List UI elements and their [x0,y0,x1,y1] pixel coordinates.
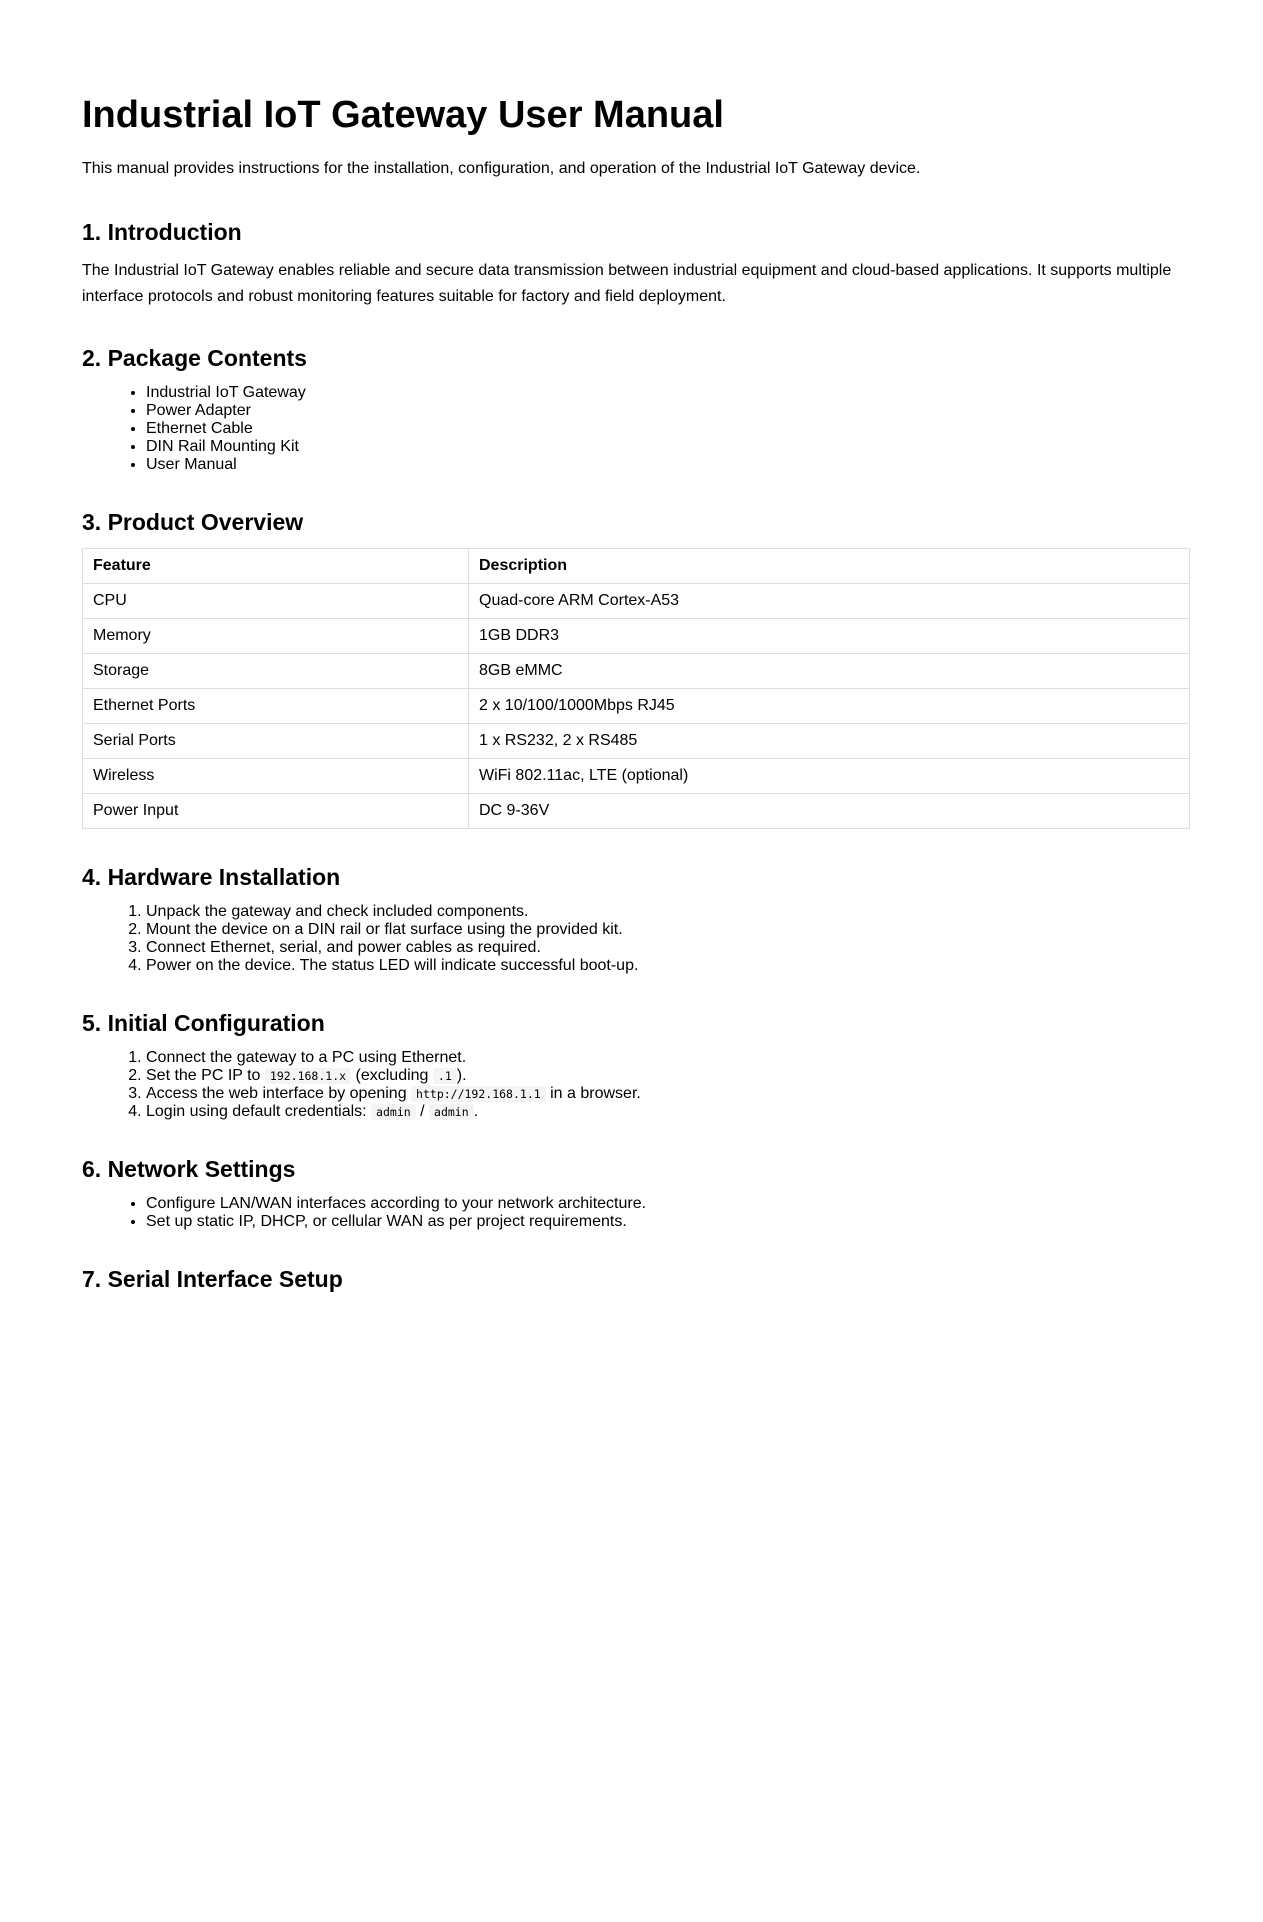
network-settings-list [82,1195,1181,1231]
table-cell-feature: Storage [83,654,469,689]
package-contents-list [82,384,1181,474]
table-header-row [83,549,1190,584]
table-cell-feature: Serial Ports [83,724,469,759]
section-product-overview [82,508,1181,829]
list-item: • Industrial IoT Gateway [146,384,1181,402]
list-item [146,1067,1181,1085]
step-text: ). [456,1067,467,1084]
code-ip-range: 192.168.1.x [265,1068,351,1084]
list-item: 1. Unpack the gateway and check included components. [146,903,1181,921]
list-item: • DIN Rail Mounting Kit [146,438,1181,456]
step-text: in a browser. [545,1085,641,1102]
list-item: 4. Power on the device. The status LED will indicate successful boot-up. [146,957,1181,975]
list-item: 3. Connect Ethernet, serial, and power cables as required. [146,939,1181,957]
hardware-installation-steps [82,903,1181,975]
table-cell-feature: CPU [83,584,469,619]
section-heading-introduction: 1. Introduction [82,219,242,245]
table-cell-description: DC 9-36V [469,794,1190,829]
table-row [83,689,1190,724]
table-row [83,584,1190,619]
section-package-contents [82,344,1181,474]
table-row [83,759,1190,794]
section-network-settings [82,1155,1181,1231]
section-initial-configuration [82,1009,1181,1121]
list-item: • Power Adapter [146,402,1181,420]
column-header-description: Description [469,549,1190,584]
list-item: 2. Mount the device on a DIN rail or flat surface using the provided kit. [146,921,1181,939]
list-item [146,1085,1181,1103]
section-heading-package-contents: 2. Package Contents [82,345,307,371]
code-web-url: http://192.168.1.1 [411,1086,546,1102]
list-item: • Configure LAN/WAN interfaces according to your network architecture. [146,1195,1181,1213]
step-text: (excluding [351,1067,433,1084]
table-cell-description: 1 x RS232, 2 x RS485 [469,724,1190,759]
table-cell-feature: Memory [83,619,469,654]
table-cell-description: 2 x 10/100/1000Mbps RJ45 [469,689,1190,724]
section-heading-network-settings: 6. Network Settings [82,1156,296,1182]
section-heading-serial-interface: 7. Serial Interface Setup [82,1266,343,1292]
step-text: Set the PC IP to [146,1067,265,1084]
page-title: Industrial IoT Gateway User Manual [82,94,724,136]
step-text: Access the web interface by opening [146,1085,412,1102]
code-excluded-octet: .1 [433,1068,457,1084]
code-username: admin [371,1104,416,1120]
table-cell-description: Quad-core ARM Cortex-A53 [469,584,1190,619]
table-cell-description: WiFi 802.11ac, LTE (optional) [469,759,1190,794]
section-heading-hardware-installation: 4. Hardware Installation [82,864,341,890]
list-item: • Ethernet Cable [146,420,1181,438]
product-overview-table [82,548,1190,829]
table-cell-description: 8GB eMMC [469,654,1190,689]
table-row [83,619,1190,654]
intro-paragraph: This manual provides instructions for the installation, configuration, and operation of the Industrial IoT Gateway device. [82,160,921,177]
table-cell-feature: Power Input [83,794,469,829]
section-heading-initial-configuration: 5. Initial Configuration [82,1010,325,1036]
section-serial-interface [82,1265,1181,1293]
column-header-feature: Feature [83,549,469,584]
table-row [83,794,1190,829]
section-hardware-installation [82,863,1181,975]
list-item: • User Manual [146,456,1181,474]
step-text: / [415,1103,430,1120]
list-item: 1. Connect the gateway to a PC using Ethernet. [146,1049,1181,1067]
code-password: admin [429,1104,474,1120]
initial-configuration-steps [82,1049,1181,1121]
table-cell-feature: Ethernet Ports [83,689,469,724]
list-item: • Set up static IP, DHCP, or cellular WAN as per project requirements. [146,1213,1181,1231]
section-introduction [82,218,1181,310]
step-text: Login using default credentials: [146,1103,372,1120]
table-cell-feature: Wireless [83,759,469,794]
table-row [83,724,1190,759]
section-heading-product-overview: 3. Product Overview [82,509,304,535]
table-row [83,654,1190,689]
table-cell-description: 1GB DDR3 [469,619,1190,654]
list-item [146,1103,1181,1121]
introduction-text: The Industrial IoT Gateway enables reliable and secure data transmission between industrial equipment and cloud-based applications. It supports multiple interface protocols and robust monitoring features suitable for factory and field deployment. [82,262,1172,305]
step-text: . [473,1103,479,1120]
